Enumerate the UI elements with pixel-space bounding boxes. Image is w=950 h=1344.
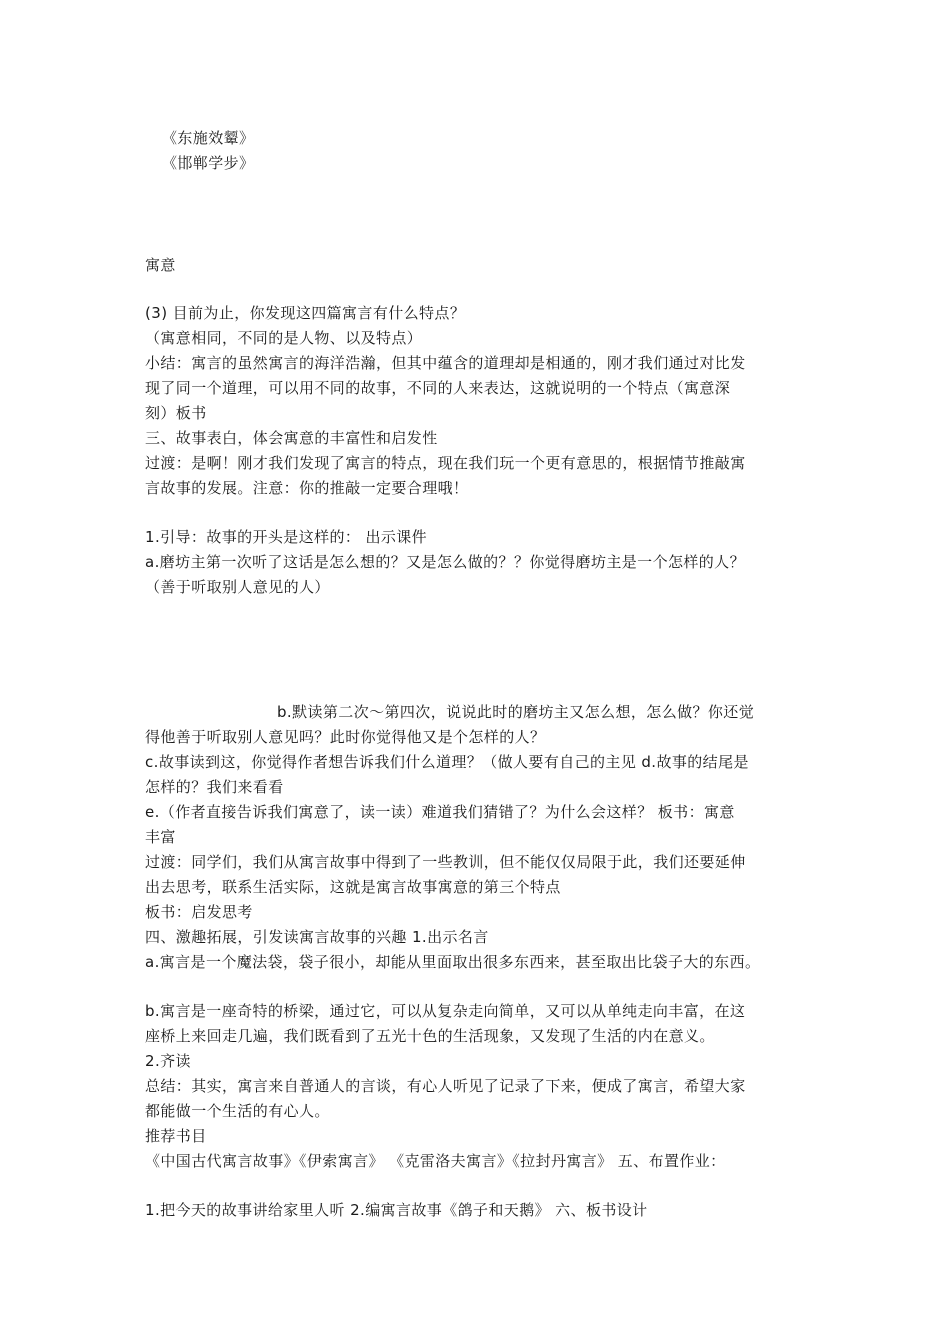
text-line: 丰富 — [145, 828, 176, 846]
text-line: 出去思考，联系生活实际，这就是寓言故事寓意的第三个特点 — [145, 878, 561, 896]
text-line: 得他善于听取别人意见吗？此时你觉得他又是个怎样的人？ — [145, 728, 546, 746]
text-line: 2.齐读 — [145, 1052, 191, 1070]
section-heading: 三、故事表白，体会寓意的丰富性和启发性 — [145, 429, 438, 447]
text-line: 刻）板书 — [145, 404, 207, 422]
text-line: 总结：其实，寓言来自普通人的言谈，有心人听见了记录了下来，便成了寓言，希望大家 — [145, 1077, 746, 1095]
text-line: a.磨坊主第一次听了这话是怎么想的？又是怎么做的？？你觉得磨坊主是一个怎样的人？ — [145, 553, 745, 571]
text-line: 推荐书目 — [145, 1127, 207, 1145]
text-line: 座桥上来回走几遍，我们既看到了五光十色的生活现象，又发现了生活的内在意义。 — [145, 1027, 715, 1045]
text-line: 1.引导：故事的开头是这样的： 出示课件 — [145, 528, 428, 546]
text-line: (3) 目前为止，你发现这四篇寓言有什么特点？ — [145, 304, 466, 322]
text-line: 1.把今天的故事讲给家里人听 2.编寓言故事《鸽子和天鹅》 六、板书设计 — [145, 1201, 648, 1219]
text-line: 都能做一个生活的有心人。 — [145, 1102, 330, 1120]
section-heading: 四、激趣拓展，引发读寓言故事的兴趣 1.出示名言 — [145, 928, 489, 946]
text-line: c.故事读到这，你觉得作者想告诉我们什么道理？（做人要有自己的主见 d.故事的结尾是 — [145, 753, 749, 771]
text-line: （寓意相同，不同的是人物、以及特点） — [145, 329, 423, 347]
text-line: a.寓言是一个魔法袋，袋子很小，却能从里面取出很多东西来，甚至取出比袋子大的东西。 — [145, 953, 761, 971]
text-line: （善于听取别人意见的人） — [145, 578, 330, 596]
text-line: 《中国古代寓言故事》《伊索寓言》 《克雷洛夫寓言》《拉封丹寓言》 五、布置作业： — [145, 1152, 726, 1170]
text-line: e.（作者直接告诉我们寓意了，读一读）难道我们猜错了？为什么会这样？ 板书：寓意 — [145, 803, 735, 821]
text-line: 言故事的发展。注意：你的推敲一定要合理哦！ — [145, 479, 469, 497]
text-line: 《邯郸学步》 — [162, 154, 255, 172]
text-line: 《东施效颦》 — [162, 129, 255, 147]
text-line: b.寓言是一座奇特的桥梁，通过它，可以从复杂走向简单，又可以从单纯走向丰富，在这 — [145, 1002, 746, 1020]
text-line: 寓意 — [145, 256, 176, 274]
text-line: 板书：启发思考 — [145, 903, 253, 921]
text-line: 小结：寓言的虽然寓言的海洋浩瀚，但其中蕴含的道理却是相通的，刚才我们通过对比发 — [145, 354, 746, 372]
text-line: 过渡：同学们，我们从寓言故事中得到了一些教训，但不能仅仅局限于此，我们还要延伸 — [145, 853, 746, 871]
text-line: 现了同一个道理，可以用不同的故事，不同的人来表达，这就说明的一个特点（寓意深 — [145, 379, 731, 397]
text-line: 过渡：是啊！刚才我们发现了寓言的特点，现在我们玩一个更有意思的，根据情节推敲寓 — [145, 454, 746, 472]
text-line: b.默读第二次～第四次，说说此时的磨坊主又怎么想，怎么做？你还觉 — [277, 703, 755, 721]
text-line: 怎样的？我们来看看 — [145, 778, 284, 796]
